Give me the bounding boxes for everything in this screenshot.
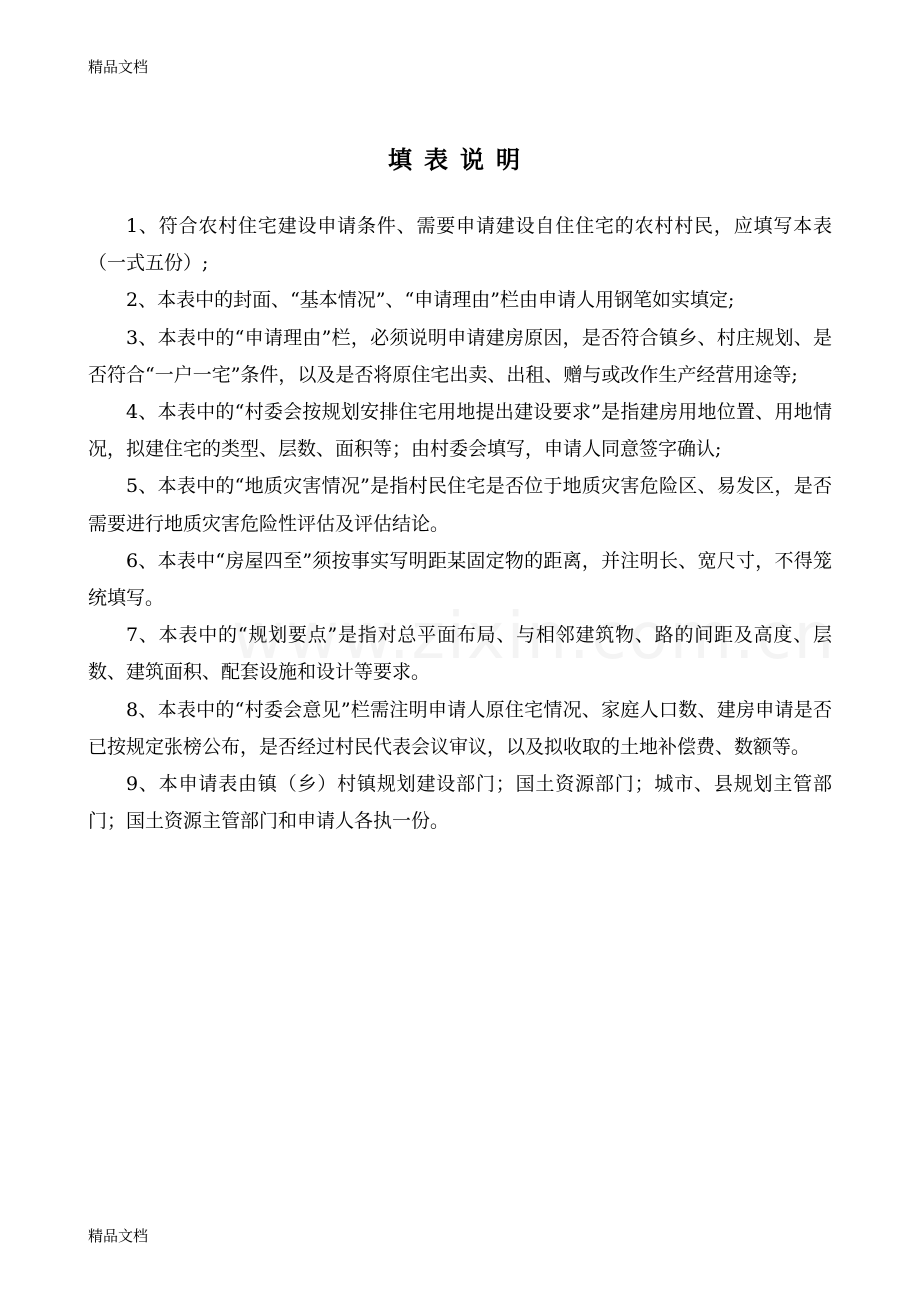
document-body (88, 208, 832, 840)
paragraph-6: 6、本表中“房屋四至”须按事实写明距某固定物的距离，并注明长、宽尺寸，不得笼统填写。 (88, 549, 832, 610)
paragraph-8: 8、本表中的“村委会意见”栏需注明申请人原住宅情况、家庭人口数、建房申请是否已按规定张榜公布，是否经过村民代表会议审议，以及拟收取的土地补偿费、数额等。 (88, 698, 832, 758)
paragraph-7: 7、本表中的“规划要点”是指对总平面布局、与相邻建筑物、路的间距及高度、层数、建筑面积、配套设施和设计等要求。 (88, 624, 832, 684)
paragraph-5: 5、本表中的“地质灾害情况”是指村民住宅是否位于地质灾害危险区、易发区，是否需要进行地质灾害危险性评估及评估结论。 (88, 475, 832, 535)
paragraph-3: 3、本表中的“申请理由”栏，必须说明申请建房原因，是否符合镇乡、村庄规划、是否符合“一户一宅”条件，以及是否将原住宅出卖、出租、赠与或改作生产经营用途等; (88, 326, 832, 386)
footer-label: 精品文档 (88, 1227, 149, 1245)
paragraph-4: 4、本表中的“村委会按规划安排住宅用地提出建设要求”是指建房用地位置、用地情况，拟建住宅的类型、层数、面积等；由村委会填写，申请人同意签字确认; (88, 401, 832, 461)
paragraph-1: 1、符合农村住宅建设申请条件、需要申请建设自住住宅的农村村民，应填写本表（一式五份）; (88, 215, 832, 275)
document-title: 填表说明 (388, 146, 532, 174)
header-label: 精品文档 (88, 58, 149, 76)
paragraph-9: 9、本申请表由镇（乡）村镇规划建设部门；国土资源部门；城市、县规划主管部门；国土资源主管部门和申请人各执一份。 (88, 773, 832, 833)
paragraph-2: 2、本表中的封面、“基本情况”、“申请理由”栏由申请人用钢笔如实填定; (126, 289, 735, 312)
